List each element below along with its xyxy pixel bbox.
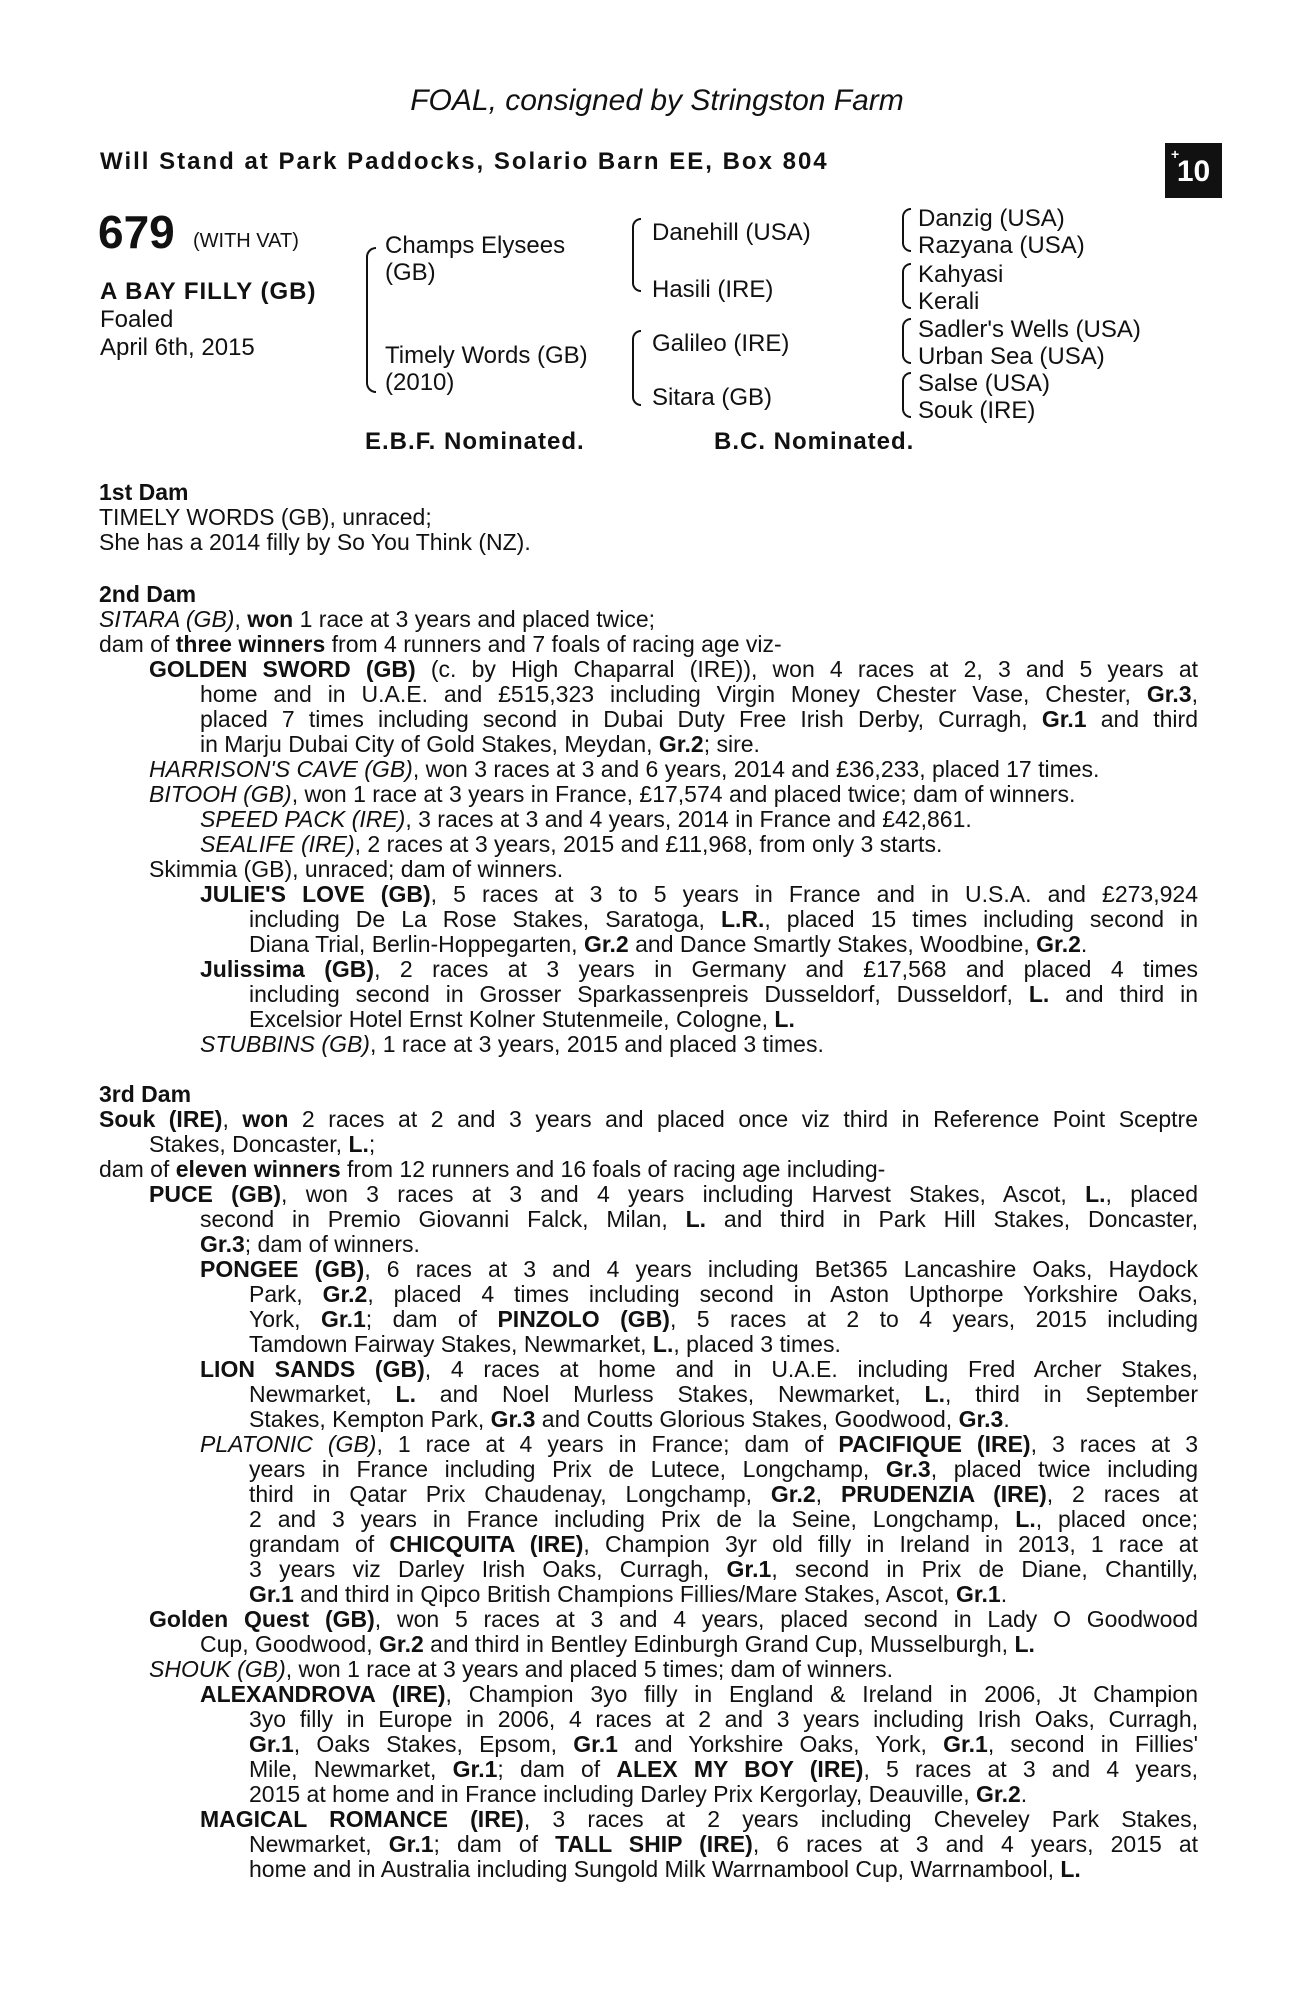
progeny-line	[200, 1632, 1035, 1657]
pedigree-dam-dam: Sitara (GB)	[652, 384, 773, 411]
badge-mark: +	[1171, 146, 1180, 162]
text: Diana Trial, Berlin-Hoppegarten,	[249, 931, 584, 957]
progeny-line: Skimmia (GB), unraced; dam of winners.	[149, 856, 564, 882]
text: dam of	[99, 1156, 176, 1182]
horse-name: CHICQUITA (IRE)	[389, 1531, 584, 1557]
progeny-line	[200, 1357, 1198, 1382]
grade: Gr.2	[770, 1481, 816, 1507]
horse-name: PUCE (GB)	[149, 1181, 282, 1207]
progeny-line	[200, 807, 972, 832]
text: , placed 3 times.	[673, 1331, 841, 1357]
horse-name: PACIFIQUE (IRE)	[838, 1431, 1031, 1457]
progeny-line	[249, 1582, 1007, 1607]
progeny-line	[249, 1332, 841, 1357]
grade: L.	[1085, 1181, 1106, 1207]
horse-name: SHOUK (GB)	[149, 1656, 286, 1682]
text: 2015 at home and in France including Darley Prix Kergorlay, Deauville,	[249, 1781, 977, 1807]
bc-nomination: B.C. Nominated.	[714, 428, 915, 455]
text: Park,	[249, 1281, 323, 1307]
pedigree-g7: Salse (USA)	[918, 370, 1051, 397]
horse-name: ALEX MY BOY (IRE)	[616, 1756, 864, 1782]
horse-name: STUBBINS (GB)	[200, 1031, 370, 1057]
grade: L.	[652, 1331, 674, 1357]
text: , second in Fillies'	[987, 1731, 1198, 1757]
progeny-line	[149, 657, 1198, 682]
text: third in Qatar Prix Chaudenay, Longchamp,	[249, 1481, 771, 1507]
horse-name: PINZOLO (GB)	[497, 1306, 670, 1332]
badge-number: 10	[1176, 155, 1211, 188]
grade: L.	[1015, 1506, 1036, 1532]
text: , placed 15 times including second in	[764, 906, 1198, 932]
sire-name: Champs Elysees	[385, 232, 566, 259]
emphasis: won	[242, 1106, 289, 1132]
progeny-line	[200, 682, 1198, 707]
text: , placed twice including	[930, 1456, 1198, 1482]
text: Stakes, Kempton Park,	[249, 1406, 491, 1432]
progeny-line	[149, 757, 1099, 782]
text: .	[1003, 1406, 1010, 1432]
horse-name: BITOOH (GB)	[149, 781, 292, 807]
progeny-line	[249, 1407, 1010, 1432]
text: 2 and 3 years in France including Prix de la Seine, Longchamp,	[249, 1506, 1016, 1532]
text: , 5 races at 3 and 4 years,	[863, 1756, 1199, 1782]
grade: Gr.1	[955, 1581, 1001, 1607]
progeny-line	[249, 982, 1198, 1007]
brace-g4	[902, 372, 911, 418]
first-dam-line: She has a 2014 filly by So You Think (NZ).	[99, 529, 531, 555]
pedigree-sire-dam: Hasili (IRE)	[652, 276, 774, 303]
grade: L.	[395, 1381, 416, 1407]
text: in Marju Dubai City of Gold Stakes, Meydan,	[200, 731, 659, 757]
text: , 5 races at 2 to 4 years, 2015 including	[669, 1306, 1198, 1332]
text: .	[1020, 1781, 1028, 1807]
pedigree-g2: Razyana (USA)	[918, 232, 1085, 259]
grade: Gr.2	[658, 731, 704, 757]
grade: L.	[348, 1131, 369, 1157]
text: , 1 race at 3 years, 2015 and placed 3 times.	[369, 1031, 824, 1057]
grade: L.	[924, 1381, 945, 1407]
pedigree-sire	[385, 232, 565, 286]
grade: Gr.3	[1146, 681, 1192, 707]
text: Tamdown Fairway Stakes, Newmarket,	[249, 1331, 653, 1357]
text: , won 3 races at 3 and 6 years, 2014 and £36,233, placed 17 times.	[412, 756, 1100, 782]
text: , 5 races at 3 to 5 years in France and in U.S.A. and £273,924	[430, 881, 1198, 907]
text: , 3 races at 3 and 4 years, 2014 in France and £42,861.	[405, 806, 972, 832]
horse-name: TALL SHIP (IRE)	[555, 1831, 753, 1857]
text: , won 1 race at 3 years and placed 5 times; dam of winners.	[285, 1656, 893, 1682]
progeny-line	[249, 1282, 1198, 1307]
horse-name: MAGICAL ROMANCE (IRE)	[200, 1806, 524, 1832]
horse-name: PRUDENZIA (IRE)	[840, 1481, 1047, 1507]
second-dam-heading: 2nd Dam	[99, 581, 197, 607]
emphasis: won	[247, 606, 294, 632]
text: , placed	[1105, 1181, 1198, 1207]
grade: Gr.3	[200, 1231, 245, 1257]
text: including second in Grosser Sparkassenpreis Dusseldorf, Dusseldorf,	[249, 981, 1029, 1007]
text: Excelsior Hotel Ernst Kolner Stutenmeile, Cologne,	[249, 1006, 775, 1032]
horse-name: SITARA (GB)	[99, 606, 235, 632]
grade: L.	[1060, 1856, 1081, 1882]
text: Cup, Goodwood,	[200, 1631, 380, 1657]
text: .	[1000, 1581, 1008, 1607]
progeny-line	[200, 832, 942, 857]
progeny-line	[200, 957, 1198, 982]
progeny-line	[249, 1482, 1198, 1507]
stand-location: Will Stand at Park Paddocks, Solario Barn EE, Box 804	[100, 148, 829, 175]
text: grandam of	[249, 1531, 390, 1557]
text: , won 1 race at 3 years in France, £17,574 and placed twice; dam of winners.	[291, 781, 1076, 807]
pedigree-g5: Sadler's Wells (USA)	[918, 316, 1141, 343]
grade: Gr.1	[943, 1731, 988, 1757]
text: and third	[1086, 706, 1198, 732]
text: York,	[249, 1306, 322, 1332]
third-dam-line	[99, 1157, 885, 1182]
text: , won 3 races at 3 and 4 years including Harvest Stakes, Ascot,	[281, 1181, 1086, 1207]
text: ; dam of	[433, 1831, 556, 1857]
progeny-line	[249, 1507, 1198, 1532]
text: , second in Prix de Diane, Chantilly,	[771, 1556, 1198, 1582]
horse-name: LION SANDS (GB)	[200, 1356, 425, 1382]
text: years in France including Prix de Lutece, Longchamp,	[249, 1456, 886, 1482]
text: .	[1080, 931, 1088, 957]
progeny-line	[149, 1182, 1198, 1207]
horse-name: GOLDEN SWORD (GB)	[149, 656, 416, 682]
lot-number: 679	[98, 206, 175, 258]
horse-name: SEALIFE (IRE)	[200, 831, 355, 857]
pedigree-dam-sire: Galileo (IRE)	[652, 330, 790, 357]
grade: Gr.2	[1036, 931, 1081, 957]
text: ; dam of	[497, 1756, 617, 1782]
grade: L.	[1014, 1631, 1035, 1657]
progeny-line	[200, 1232, 420, 1257]
progeny-line	[149, 782, 1075, 807]
grade: Gr.3	[490, 1406, 536, 1432]
text: , 2 races at 3 years, 2015 and £11,968, from only 3 starts.	[354, 831, 943, 857]
third-dam-heading: 3rd Dam	[99, 1081, 192, 1107]
text: ; dam of	[365, 1306, 498, 1332]
text: , Champion 3yo filly in England & Ireland in 2006, Jt Champion	[445, 1681, 1198, 1707]
text: , 1 race at 4 years in France; dam of	[376, 1431, 839, 1457]
text: home and in U.A.E. and £515,323 including Virgin Money Chester Vase, Chester,	[200, 681, 1147, 707]
emphasis: three winners	[175, 631, 326, 657]
progeny-line	[249, 1532, 1198, 1557]
text: , 2 races at 3 years in Germany and £17,568 and placed 4 times	[374, 956, 1198, 982]
pedigree-g1: Danzig (USA)	[918, 205, 1065, 232]
text: Newmarket,	[249, 1381, 396, 1407]
ebf-nomination: E.B.F. Nominated.	[365, 428, 585, 455]
progeny-line: 3yo filly in Europe in 2006, 4 races at 2 and 3 years including Irish Oaks, Curragh,	[249, 1706, 1198, 1732]
grade: Gr.2	[583, 931, 629, 957]
progeny-line	[249, 1307, 1198, 1332]
progeny-line	[249, 1757, 1198, 1782]
text: from 12 runners and 16 foals of racing age including-	[340, 1156, 886, 1182]
text: home and in Australia including Sungold Milk Warrnambool Cup, Warrnambool,	[249, 1856, 1061, 1882]
progeny-line	[149, 1607, 1198, 1632]
dam-year: (2010)	[385, 369, 455, 396]
first-dam-line: TIMELY WORDS (GB), unraced;	[99, 504, 432, 530]
progeny-line	[249, 1832, 1198, 1857]
text: 3 years viz Darley Irish Oaks, Curragh,	[249, 1556, 727, 1582]
progeny-line	[249, 1457, 1198, 1482]
text: and Noel Murless Stakes, Newmarket,	[415, 1381, 925, 1407]
text: from 4 runners and 7 foals of racing age viz-	[325, 631, 782, 657]
grade: Gr.1	[249, 1581, 294, 1607]
text: and third in Bentley Edinburgh Grand Cup, Musselburgh,	[423, 1631, 1015, 1657]
text: ; sire.	[703, 731, 760, 757]
grade: Gr.1	[321, 1306, 366, 1332]
text: , 3 races at 3	[1030, 1431, 1198, 1457]
text: Mile, Newmarket,	[249, 1756, 453, 1782]
text: ,	[815, 1481, 841, 1507]
text: 2 races at 2 and 3 years and placed once viz third in Reference Point Sceptre	[288, 1106, 1199, 1132]
grade: Gr.1	[388, 1831, 434, 1857]
progeny-line	[249, 1557, 1198, 1582]
second-dam-line	[99, 632, 782, 657]
text: (c. by High Chaparral (IRE)), won 4 races at 2, 3 and 5 years at	[415, 656, 1198, 682]
text: ,	[222, 1106, 243, 1132]
text: , Champion 3yr old filly in Ireland in 2013, 1 race at	[583, 1531, 1198, 1557]
text: Newmarket,	[249, 1831, 389, 1857]
second-dam-line	[99, 607, 655, 632]
progeny-line	[200, 707, 1198, 732]
horse-name: PLATONIC (GB)	[200, 1431, 377, 1457]
grade: Gr.1	[573, 1731, 618, 1757]
progeny-line	[149, 1657, 893, 1682]
progeny-line	[249, 1782, 1027, 1807]
text: placed 7 times including second in Dubai Duty Free Irish Derby, Curragh,	[200, 706, 1042, 732]
text: , 4 races at home and in U.A.E. including Fred Archer Stakes,	[424, 1356, 1198, 1382]
progeny-line	[200, 1432, 1198, 1457]
text: , won 5 races at 3 and 4 years, placed second in Lady O Goodwood	[374, 1606, 1198, 1632]
consignor-line: FOAL, consigned by Stringston Farm	[410, 84, 904, 117]
progeny-line	[200, 1807, 1198, 1832]
text: , 6 races at 3 and 4 years, 2015 at	[752, 1831, 1199, 1857]
horse-name: PONGEE (GB)	[200, 1256, 365, 1282]
first-dam-heading: 1st Dam	[99, 479, 189, 505]
text: , placed 4 times including second in Aston Upthorpe Yorkshire Oaks,	[367, 1281, 1199, 1307]
progeny-line	[200, 1257, 1198, 1282]
progeny-line	[200, 732, 760, 757]
pedigree-g8: Souk (IRE)	[918, 397, 1036, 424]
grade: Gr.2	[322, 1281, 368, 1307]
horse-name: Golden Quest (GB)	[149, 1606, 375, 1632]
grade: L.	[1028, 981, 1050, 1007]
vat-note: (WITH VAT)	[193, 230, 299, 252]
pedigree-g3: Kahyasi	[918, 261, 1004, 288]
progeny-line	[249, 1857, 1081, 1882]
emphasis: eleven winners	[175, 1156, 341, 1182]
text: and third in	[1049, 981, 1198, 1007]
text: including De La Rose Stakes, Saratoga,	[249, 906, 721, 932]
text: ; dam of winners.	[244, 1231, 420, 1257]
dam-name: Timely Words (GB)	[385, 342, 588, 369]
grade: Gr.3	[885, 1456, 931, 1482]
text: dam of	[99, 631, 176, 657]
third-dam-line	[149, 1132, 375, 1157]
brace-g2	[902, 263, 911, 309]
progeny-line	[200, 882, 1198, 907]
text: second in Premio Giovanni Falck, Milan,	[200, 1206, 686, 1232]
horse-name: Souk (IRE)	[99, 1106, 223, 1132]
brace-sire-line	[632, 218, 641, 292]
grade: Gr.1	[726, 1556, 772, 1582]
horse-description: A BAY FILLY (GB)	[100, 278, 317, 305]
brace-dam-line	[632, 330, 641, 406]
horse-name: Julissima (GB)	[200, 956, 375, 982]
text: and third in Park Hill Stakes, Doncaster,	[706, 1206, 1198, 1232]
horse-name: JULIE'S LOVE (GB)	[200, 881, 431, 907]
progeny-line	[200, 1032, 824, 1057]
text: , placed once;	[1035, 1506, 1198, 1532]
grade: L.R.	[720, 906, 765, 932]
grade: Gr.2	[379, 1631, 424, 1657]
pedigree-g6: Urban Sea (USA)	[918, 343, 1105, 370]
grade: Gr.1	[452, 1756, 498, 1782]
text: , Oaks Stakes, Epsom,	[293, 1731, 574, 1757]
brace-g1	[902, 208, 911, 252]
pedigree-g4: Kerali	[918, 288, 980, 315]
sire-country: (GB)	[385, 259, 436, 286]
foaled-date: April 6th, 2015	[100, 334, 255, 361]
brace-sire-dam	[366, 247, 376, 393]
horse-name: HARRISON'S CAVE (GB)	[149, 756, 413, 782]
grade: Gr.3	[958, 1406, 1004, 1432]
text: and third in Qipco British Champions Fillies/Mare Stakes, Ascot,	[293, 1581, 956, 1607]
progeny-line	[249, 1007, 795, 1032]
text: , 3 races at 2 years including Cheveley Park Stakes,	[523, 1806, 1198, 1832]
progeny-line	[249, 907, 1198, 932]
text: ;	[368, 1131, 376, 1157]
foaled-label: Foaled	[100, 306, 174, 333]
third-dam-line	[99, 1107, 1198, 1132]
progeny-line	[200, 1207, 1198, 1232]
text: and Coutts Glorious Stakes, Goodwood,	[535, 1406, 959, 1432]
text: ,	[1191, 681, 1198, 707]
grade: Gr.1	[1041, 706, 1087, 732]
grade: Gr.2	[976, 1781, 1021, 1807]
text: and Yorkshire Oaks, York,	[617, 1731, 944, 1757]
pedigree-dam	[385, 342, 588, 396]
grade: L.	[774, 1006, 795, 1032]
text: and Dance Smartly Stakes, Woodbine,	[628, 931, 1037, 957]
text: , third in September	[944, 1381, 1198, 1407]
grade: Gr.1	[249, 1731, 294, 1757]
text: , 2 races at	[1046, 1481, 1198, 1507]
text: 1 race at 3 years and placed twice;	[293, 606, 656, 632]
text: ,	[234, 606, 248, 632]
progeny-line	[200, 1682, 1198, 1707]
grade: L.	[685, 1206, 707, 1232]
page-badge	[1165, 143, 1222, 198]
progeny-line	[249, 1382, 1198, 1407]
horse-name: ALEXANDROVA (IRE)	[200, 1681, 446, 1707]
progeny-line	[249, 932, 1087, 957]
text: Stakes, Doncaster,	[149, 1131, 349, 1157]
pedigree-sire-sire: Danehill (USA)	[652, 219, 811, 246]
text: , 6 races at 3 and 4 years including Bet365 Lancashire Oaks, Haydock	[364, 1256, 1198, 1282]
horse-name: SPEED PACK (IRE)	[200, 806, 406, 832]
brace-g3	[902, 318, 911, 364]
progeny-line	[249, 1732, 1198, 1757]
